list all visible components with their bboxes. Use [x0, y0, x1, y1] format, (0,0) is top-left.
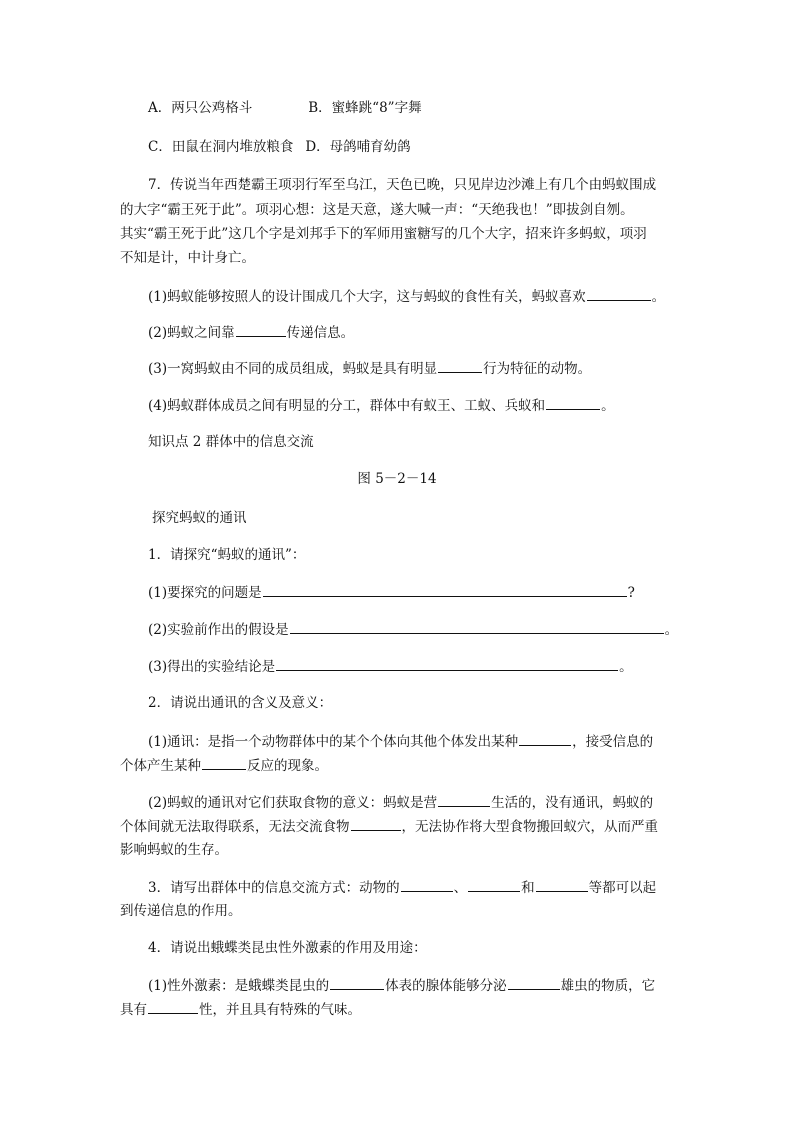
- option-d: D．母鸽哺育幼鸽: [305, 139, 411, 155]
- option-c: C．田鼠在洞内堆放粮食: [148, 139, 294, 155]
- q2-a-line-1: (1)通讯：是指一个动物群体中的某个个体向其他个体发出某种 ，接受信息的: [148, 731, 653, 752]
- q7-line-4: 不知是计，中计身亡。: [120, 250, 255, 266]
- q1-title: 1．请探究“蚂蚁的通讯”：: [148, 547, 306, 563]
- answer-blank[interactable]: [468, 877, 520, 892]
- q2-title: 2．请说出通讯的含义及意义：: [148, 695, 333, 711]
- figure-caption: 图 5－2－14: [357, 471, 437, 487]
- q7-line-2: 的大字“霸王死于此”。项羽心想：这是天意，遂大喊一声：“天绝我也！”即拔剑自刎。: [120, 202, 634, 218]
- q2-b-line-3: 影响蚂蚁的生存。: [120, 842, 228, 858]
- knowledge-heading: 知识点 2 群体中的信息交流: [148, 434, 314, 450]
- q2-a-line-2: 个体产生某种 反应的现象。: [120, 755, 328, 776]
- q1-c: (3)得出的实验结论是 。: [148, 656, 633, 677]
- q7-line-3: 其实“霸王死于此”这几个字是刘邦手下的军师用蜜糖写的几个大字，招来许多蚂蚁，项羽: [120, 226, 647, 242]
- answer-blank[interactable]: [546, 395, 600, 410]
- q4-a-line-1: (1)性外激素：是蛾蝶类昆虫的 体表的腺体能够分泌 雄虫的物质，它: [148, 975, 655, 996]
- option-a-b: [148, 98, 422, 118]
- q7-line-1: 7．传说当年西楚霸王项羽行军至乌江，天色已晚，只见岸边沙滩上有几个由蚂蚁围成: [148, 177, 657, 193]
- answer-blank[interactable]: [536, 877, 588, 892]
- q7-sub-2: (2)蚂蚁之间靠 传递信息。: [148, 322, 354, 343]
- answer-blank[interactable]: [276, 656, 618, 671]
- answer-blank[interactable]: [351, 816, 401, 831]
- q2-b-line-2: 个体间就无法取得联系，无法交流食物 ，无法协作将大型食物搬回蚁穴，从而严重: [120, 816, 658, 837]
- q7-sub-4: (4)蚂蚁群体成员之间有明显的分工，群体中有蚁王、工蚁、兵蚁和 。: [148, 395, 615, 416]
- answer-blank[interactable]: [587, 286, 651, 301]
- option-a: A．两只公鸡格斗: [148, 100, 253, 116]
- option-b: B．蜜蜂跳“8”字舞: [308, 100, 422, 116]
- answer-blank[interactable]: [236, 322, 286, 337]
- answer-blank[interactable]: [148, 999, 198, 1014]
- q3-line-2: 到传递信息的作用。: [120, 903, 242, 919]
- answer-blank[interactable]: [202, 755, 246, 770]
- answer-blank[interactable]: [401, 877, 453, 892]
- q3-line-1: 3．请写出群体中的信息交流方式：动物的 、 和 等都可以起: [148, 877, 656, 898]
- q7-sub-3: (3)一窝蚂蚁由不同的成员组成，蚂蚁是具有明显 行为特征的动物。: [148, 358, 591, 379]
- q7-sub-1: (1)蚂蚁能够按照人的设计围成几个大字，这与蚂蚁的食性有关，蚂蚁喜欢 。: [148, 286, 665, 307]
- q2-b-line-1: (2)蚂蚁的通讯对它们获取食物的意义：蚂蚁是营 生活的，没有通讯，蚂蚁的: [148, 792, 653, 813]
- q1-a: (1)要探究的问题是 ?: [148, 582, 635, 603]
- answer-blank[interactable]: [508, 975, 560, 990]
- answer-blank[interactable]: [290, 619, 664, 634]
- q1-b: (2)实验前作出的假设是 。: [148, 619, 678, 640]
- answer-blank[interactable]: [330, 975, 384, 990]
- answer-blank[interactable]: [438, 792, 490, 807]
- answer-blank[interactable]: [263, 582, 627, 597]
- q4-title: 4．请说出蛾蝶类昆虫性外激素的作用及用途：: [148, 940, 427, 956]
- topic-title: 探究蚂蚁的通讯: [152, 510, 247, 526]
- option-c-d: [148, 137, 411, 157]
- answer-blank[interactable]: [438, 358, 482, 373]
- answer-blank[interactable]: [519, 731, 571, 746]
- q4-a-line-2: 具有 性，并且具有特殊的气味。: [120, 999, 361, 1020]
